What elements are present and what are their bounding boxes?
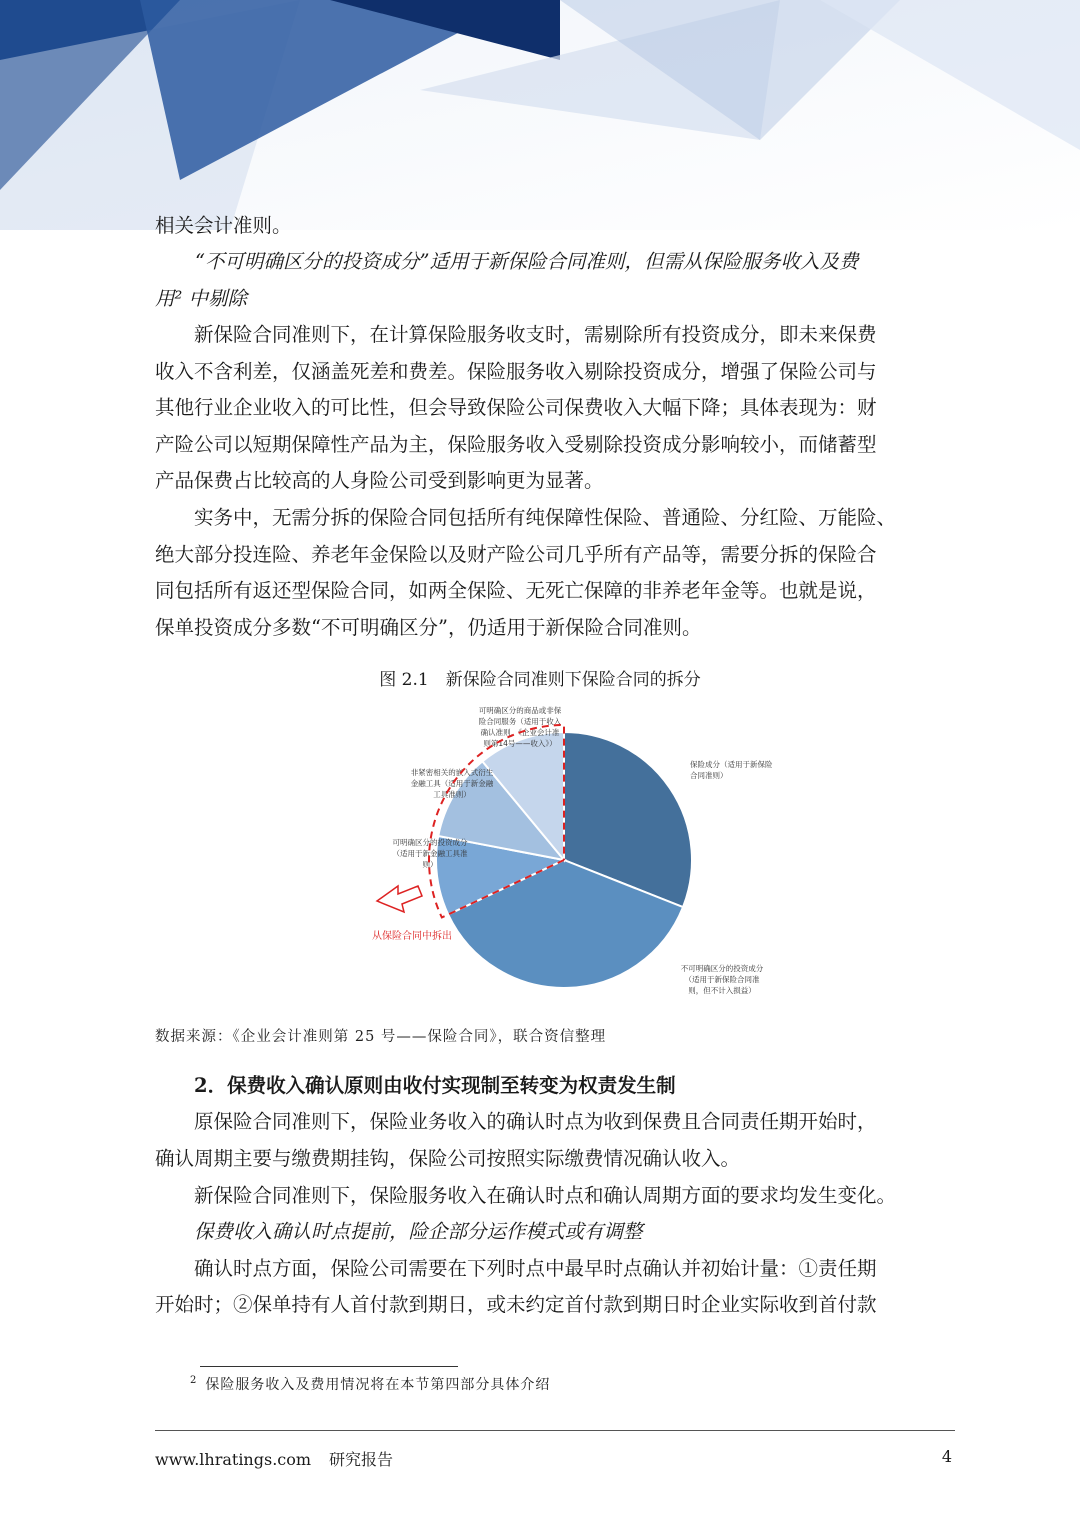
footnote-separator (200, 1366, 458, 1367)
header-decoration (0, 0, 1080, 230)
paragraph-line: 确认时点方面，保险公司需要在下列时点中最早时点确认并初始计量：①责任期 (155, 1257, 877, 1280)
figure-title: 图 2.1 新保险合同准则下保险合同的拆分 (379, 670, 701, 690)
arrow-icon (377, 886, 422, 912)
slice-label: 保险成分（适用于新保险合同准则） (690, 760, 773, 780)
paragraph-line: 绝大部分投连险、养老年金保险以及财产险公司几乎所有产品等，需要分拆的保险合 (155, 543, 877, 566)
footnote (190, 1374, 550, 1394)
footer-separator (155, 1430, 955, 1431)
slice-label: 可明确区分的商品或非保险合同服务（适用于收入确认准则，《企业会计准则第14号——收入》） (478, 706, 562, 748)
paragraph-line: 收入不含利差，仅涵盖死差和费差。保险服务收入剔除投资成分，增强了保险公司与 (155, 360, 877, 383)
paragraph-line: 原保险合同准则下，保险业务收入的确认时点为收到保费且合同责任期开始时， (155, 1110, 877, 1133)
paragraph-continuation: 相关会计准则。 (155, 214, 292, 237)
page-number: 4 (941, 1447, 952, 1466)
footer-doc-type: 研究报告 (329, 1450, 394, 1469)
paragraph-line: 确认周期主要与缴费期挂钩，保险公司按照实际缴费情况确认收入。 (155, 1147, 741, 1170)
paragraph-line: 产险公司以短期保障性产品为主，保险服务收入受剔除投资成分影响较小，而储蓄型 (155, 433, 877, 456)
paragraph-line: 其他行业企业收入的可比性，但会导致保险公司保费收入大幅下降；具体表现为：财 (155, 396, 877, 419)
paragraph-line: 新保险合同准则下，保险服务收入在确认时点和确认周期方面的要求均发生变化。 (155, 1184, 897, 1207)
slice-label: 可明确区分的投资成分（适用于新金融工具准则） (392, 838, 468, 869)
paragraph-line: 开始时；②保单持有人首付款到期日，或未约定首付款到期日时企业实际收到首付款 (155, 1293, 877, 1316)
paragraph-line: 新保险合同准则下，在计算保险服务收支时，需剔除所有投资成分，即未来保费 (155, 323, 877, 346)
paragraph-line: 同包括所有返还型保险合同，如两全保险、无死亡保障的非养老年金等。也就是说， (155, 579, 877, 602)
paragraph-line: 保单投资成分多数“不可明确区分”，仍适用于新保险合同准则。 (155, 616, 702, 639)
slice-label: 非紧密相关的嵌入式衍生金融工具（适用于新金融工具准则） (410, 768, 494, 799)
slice-label: 不可明确区分的投资成分（适用于新保险合同准则，但不计入损益） (680, 964, 764, 995)
footer-url[interactable]: www.lhratings.com (155, 1450, 312, 1469)
footnote-number: 2 (190, 1375, 198, 1387)
paragraph-line: 实务中，无需分拆的保险合同包括所有纯保障性保险、普通险、分红险、万能险、 (155, 506, 897, 529)
section-heading-investment: “不可明确区分的投资成分”适用于新保险合同准则，但需从保险服务收入及费 (195, 250, 859, 273)
footnote-text: 保险服务收入及费用情况将在本节第四部分具体介绍 (205, 1377, 551, 1393)
extract-label: 从保险合同中拆出 (372, 931, 452, 942)
footer-left (155, 1447, 411, 1470)
section-heading-investment-cont: 用² 中剔除 (155, 287, 248, 310)
section-heading-2: 2．保费收入确认原则由收付实现制至转变为权责发生制 (155, 1074, 676, 1097)
pie-chart (300, 695, 780, 1025)
section-heading-recognition: 保费收入确认时点提前，险企部分运作模式或有调整 (155, 1220, 643, 1243)
figure-source: 数据来源：《企业会计准则第 25 号——保险合同》，联合资信整理 (155, 1029, 607, 1045)
paragraph-line: 产品保费占比较高的人身险公司受到影响更为显著。 (155, 469, 604, 492)
